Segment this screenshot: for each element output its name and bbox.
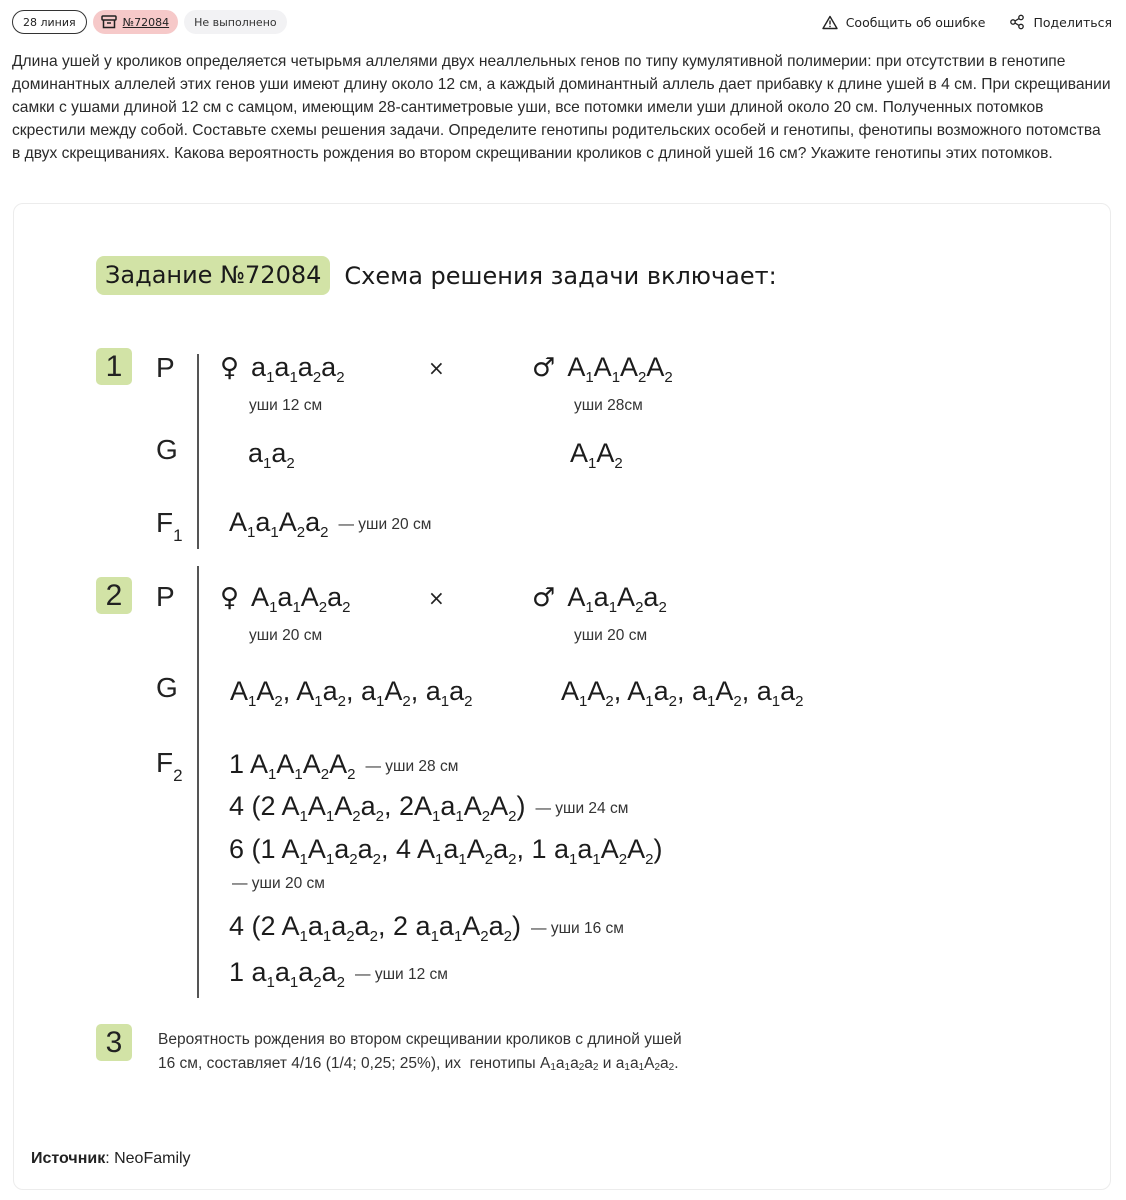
f2-row-4: 4 (2 $A_1a_1a_2a_2$, 2 $a_1a_1A_2a_2$) — уши 16 см: [229, 911, 624, 945]
source-value: NeoFamily: [114, 1150, 191, 1167]
label-p-2: P: [156, 581, 175, 612]
step2-male-parent: ♂ $A_1a_1A_2a_2$: [532, 582, 667, 616]
f2-row-3-phenotype: — уши 20 см: [232, 875, 325, 892]
solution-header: [96, 256, 777, 295]
step2-male-phenotype: уши 20 см: [574, 627, 648, 644]
report-error-button[interactable]: [822, 15, 986, 30]
step-3-badge: 3: [96, 1024, 132, 1061]
male-symbol-icon: ♂: [532, 353, 556, 383]
f2-row-1: 1 $A_1A_1A_2A_2$ — уши 28 см: [229, 749, 459, 783]
step1-male-parent: ♂ $A_1A_1A_2A_2$: [532, 352, 673, 386]
label-f-letter: F: [156, 507, 174, 538]
source-label: Источник: [31, 1150, 106, 1167]
f2-row-3: 6 (1 $A_1A_1a_2a_2$, 4 $A_1a_1A_2a_2$, 1 $a_1a_1A_2A_2$): [229, 834, 663, 868]
answer-line-1: Вероятность рождения во втором скрещивании кроликов с длиной ушей: [158, 1031, 682, 1048]
question-text: Длина ушей у кроликов определяется четырьмя аллелями двух неаллельных генов по типу кумулятивной полимерии: при отсутствии в генотипе доминантных аллелей этих генов уши имеют длину около 12 см, а каждый доминантный аллель дает прибавку к длине ушей в 4 см. При скрещивании самки с ушами длиной 12 см с самцом, имеющим 28-сантиметровые уши, все потомки имели уши длиной около 20 см. Полученных потомков скрестили между собой. Составьте схемы решения задачи. Определите генотипы родительских особей и генотипы, фенотипы возможного потомства в двух скрещиваниях. Какова вероятность рождения во втором скрещивании кроликов с длиной ушей 16 см? Укажите генотипы этих потомков.: [12, 53, 1111, 162]
f2-row-5-phenotype: — уши 12 см: [355, 966, 448, 983]
step-1-badge: 1: [96, 348, 132, 385]
task-number-chip[interactable]: [93, 10, 178, 34]
scheme-divider-1: [197, 354, 199, 549]
step2-male-gametes: $A_1A_2$, $A_1a_2$, $a_1A_2$, $a_1a_2$: [561, 676, 804, 710]
label-f2: [156, 747, 183, 786]
step1-female-phenotype: уши 12 см: [249, 397, 323, 414]
step2-female-phenotype: уши 20 см: [249, 627, 323, 644]
cross-symbol-2: ×: [428, 586, 445, 610]
f2-row-2: 4 (2 $A_1A_1A_2a_2$, $2A_1a_1A_2A_2$) — уши 24 см: [229, 791, 629, 825]
step1-f1-phenotype: — уши 20 см: [338, 516, 432, 533]
archive-box-icon: [101, 15, 117, 29]
report-error-label: Сообщить об ошибке: [845, 14, 986, 30]
source-line: Источник: NeoFamily: [31, 1150, 191, 1167]
f2-row-4-phenotype: — уши 16 см: [531, 920, 624, 937]
step1-f1-row: $A_1a_1A_2a_2$ — уши 20 см: [229, 507, 432, 541]
top-bar: [12, 9, 1112, 35]
label-g-1: G: [156, 434, 178, 465]
task-number-link[interactable]: №72084: [122, 15, 170, 29]
step3-answer: [158, 1028, 798, 1080]
label-f-sub: 2: [173, 766, 183, 785]
share-icon: [1009, 14, 1025, 30]
female-symbol-icon: ♀: [220, 583, 240, 613]
step1-female-parent: ♀ $a_1a_1a_2a_2$: [220, 352, 345, 386]
task-title-badge: Задание №72084: [96, 256, 330, 295]
scheme-title: Схема решения задачи включает:: [344, 261, 777, 290]
f2-row-5: 1 $a_1a_1a_2a_2$ — уши 12 см: [229, 957, 448, 991]
female-symbol-icon: ♀: [220, 353, 240, 383]
step1-male-gamete: $A_1A_2$: [570, 438, 623, 472]
step2-female-gametes: $A_1A_2$, $A_1a_2$, $a_1A_2$, $a_1a_2$: [230, 676, 473, 710]
step2-female-parent: ♀ $A_1a_1A_2a_2$: [220, 582, 351, 616]
share-button[interactable]: [1009, 14, 1112, 30]
step-2-badge: 2: [96, 577, 132, 614]
label-p-1: P: [156, 352, 175, 383]
cross-symbol-1: ×: [428, 356, 445, 380]
warning-triangle-icon: [822, 15, 838, 30]
step1-male-phenotype: уши 28см: [574, 397, 643, 414]
male-symbol-icon: ♂: [532, 583, 556, 613]
label-f-sub: 1: [173, 526, 183, 545]
share-label: Поделиться: [1033, 14, 1112, 30]
f2-row-2-phenotype: — уши 24 см: [535, 800, 629, 817]
label-f-letter: F: [156, 747, 174, 778]
line-chip[interactable]: 28 линия: [12, 10, 87, 34]
step1-female-gamete: $a_1a_2$: [248, 438, 295, 472]
label-f1: [156, 507, 183, 546]
f2-row-1-phenotype: — уши 28 см: [365, 758, 459, 775]
status-badge: Не выполнено: [184, 10, 287, 34]
label-g-2: G: [156, 672, 178, 703]
solution-card: [13, 203, 1111, 1190]
scheme-divider-2: [197, 566, 199, 998]
answer-line-2: 16 см, составляет 4/16 (1/4; 0,25; 25%), их генотипы $A_1a_1a_2a_2$ и $a_1a_1A_2a_2$.: [158, 1055, 679, 1073]
